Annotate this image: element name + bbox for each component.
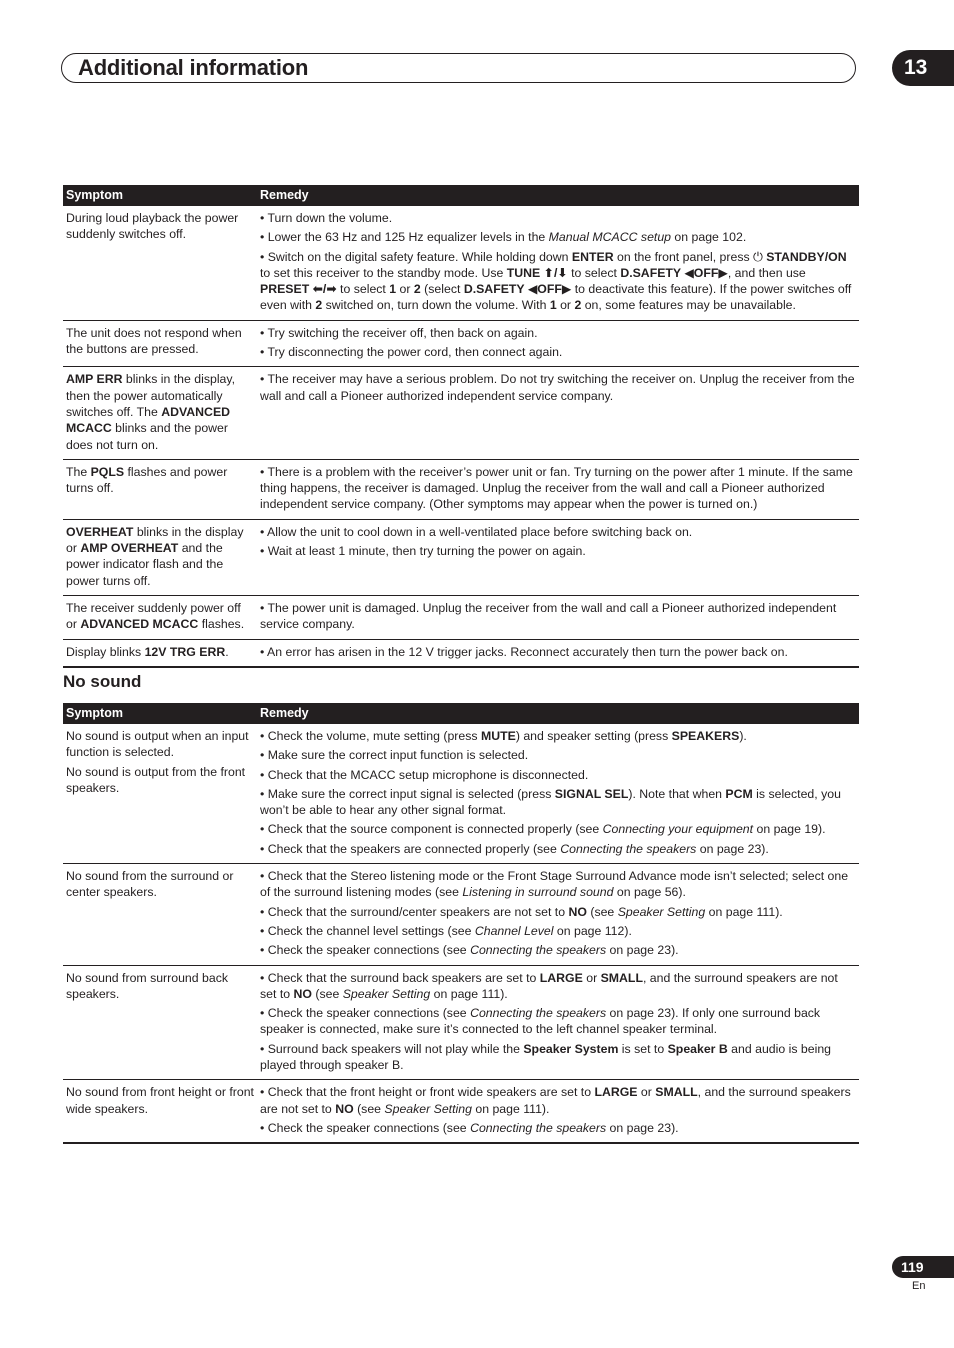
remedy-cell	[257, 320, 859, 367]
page-title: Additional information	[78, 55, 309, 80]
symptom-text: The receiver suddenly power off or ADVANCED MCACC flashes.	[66, 600, 245, 632]
table-row	[63, 459, 859, 519]
remedy-cell	[257, 519, 859, 595]
reference-title: Speaker Setting	[617, 904, 706, 919]
bold-term: TUNE ⬆/⬇	[506, 265, 568, 280]
remedy-item: • Check the volume, mute setting (press MUTE) and speaker setting (press SPEAKERS).	[260, 729, 747, 743]
reference-title: Channel Level	[474, 923, 554, 938]
bold-term: D.SAFETY ◀OFF▶	[463, 282, 572, 297]
remedy-item: • Make sure the correct input function is selected.	[260, 748, 529, 763]
symptom-text: No sound from front height or front wide speakers.	[66, 1085, 254, 1116]
remedy-cell	[257, 459, 859, 519]
remedy-item: • Check that the surround/center speakers are not set to NO (see Speaker Setting on page 111).	[260, 904, 783, 919]
column-header-remedy: Remedy	[257, 185, 859, 206]
table-row	[63, 595, 859, 639]
bold-term: LARGE	[594, 1085, 638, 1100]
chapter-number-badge: 13	[892, 50, 954, 86]
remedy-item: • Check that the speakers are connected properly (see Connecting the speakers on page 23).	[260, 841, 769, 856]
bold-term: SMALL	[655, 1085, 698, 1100]
remedy-item: • Check that the front height or front wide speakers are set to LARGE or SMALL, and the surround speakers are not set to NO (see Speaker Setting on page 111).	[260, 1085, 851, 1116]
remedy-item: • Check that the surround back speakers are set to LARGE or SMALL, and the surround speakers are not set to NO (see Speaker Setting on page 111).	[260, 970, 838, 1001]
table-row	[63, 519, 859, 595]
bold-term: 1	[549, 298, 557, 313]
remedy-cell	[257, 595, 859, 639]
bold-term: Speaker B	[667, 1041, 728, 1056]
symptom-text: AMP ERR blinks in the display, then the power automatically switches off. The ADVANCED MCACC blinks and the power does not turn on.	[66, 372, 236, 452]
bold-term: NO	[293, 986, 312, 1001]
symptom-text: No sound from the surround or center speakers.	[66, 869, 234, 900]
remedy-item: • Check the speaker connections (see Connecting the speakers on page 23). If only one surround back speaker is connected, make sure it’s connected to the left channel speaker terminal.	[260, 1006, 821, 1037]
bold-term: D.SAFETY ◀OFF▶	[620, 265, 728, 280]
symptom-cell	[63, 206, 257, 320]
table-body	[63, 724, 859, 1143]
bold-term: LARGE	[539, 970, 583, 985]
reference-title: Connecting the speakers	[560, 841, 697, 856]
remedy-item: • Check the channel level settings (see Channel Level on page 112).	[260, 923, 632, 938]
remedy-item: • The power unit is damaged. Unplug the receiver from the wall and call a Pioneer authorized independent service company.	[260, 600, 837, 632]
bold-term: PRESET ⬅/➡	[260, 282, 337, 297]
symptom-text: During loud playback the power suddenly switches off.	[66, 211, 239, 242]
table-body	[63, 206, 859, 667]
remedy-item: • Check that the source component is connected properly (see Connecting your equipment on page 19).	[260, 822, 826, 837]
bold-term: SPEAKERS	[671, 729, 740, 743]
remedy-item: • Surround back speakers will not play while the Speaker System is set to Speaker B and audio is being played through speaker B.	[260, 1041, 832, 1073]
remedy-item: • Check the speaker connections (see Connecting the speakers on page 23).	[260, 1120, 679, 1135]
bold-term: STANDBY/ON	[766, 249, 847, 264]
symptom-cell	[63, 367, 257, 459]
table-row	[63, 724, 859, 864]
column-header-remedy: Remedy	[257, 703, 859, 724]
bold-term: 2	[574, 298, 582, 313]
remedy-item: • Try switching the receiver off, then back on again.	[260, 325, 538, 340]
symptom-text: Display blinks 12V TRG ERR.	[66, 644, 229, 659]
remedy-item: • The receiver may have a serious problem. Do not try switching the receiver on. Unplug the receiver from the wall and call a Pioneer authorized independent service company.	[260, 372, 855, 403]
no-sound-troubleshooting-table	[63, 703, 859, 1144]
bold-term: MUTE	[480, 729, 516, 743]
remedy-item: • Make sure the correct input signal is selected (press SIGNAL SEL). Note that when PCM is selected, you won’t be able to hear any other signal format.	[260, 786, 841, 818]
bold-term: PQLS	[90, 464, 125, 479]
bold-term: 2	[315, 298, 323, 313]
symptom-text: No sound is output when an input function is selected.	[66, 729, 249, 760]
remedy-item: • Try disconnecting the power cord, then connect again.	[260, 345, 563, 360]
reference-title: Connecting the speakers	[470, 943, 607, 958]
symptom-cell	[63, 724, 257, 864]
symptom-text: OVERHEAT blinks in the display or AMP OVERHEAT and the power indicator flash and the power turns off.	[66, 524, 244, 588]
page-number-badge: 119	[892, 1256, 954, 1278]
remedy-item: • Check that the MCACC setup microphone is disconnected.	[260, 767, 589, 782]
bold-term: ADVANCED MCACC	[80, 617, 199, 632]
power-troubleshooting-table	[63, 185, 859, 668]
remedy-item: • There is a problem with the receiver’s power unit or fan. Try turning on the power after 1 minute. If the same thing happens, the receiver is damaged. Unplug the receiver from the wall and call a Pioneer authorized independent service company. (Other symptoms may appear when the power is turned on.)	[260, 464, 853, 512]
reference-title: Manual MCACC setup	[548, 230, 672, 245]
symptom-text: No sound from surround back speakers.	[66, 970, 228, 1001]
reference-title: Connecting the speakers	[470, 1006, 607, 1021]
remedy-item: • Allow the unit to cool down in a well-ventilated place before switching back on.	[260, 524, 693, 539]
symptom-cell	[63, 965, 257, 1080]
table-row	[63, 864, 859, 965]
bold-term: OVERHEAT	[66, 524, 134, 539]
symptom-text: No sound is output from the front speakers.	[66, 764, 246, 795]
language-code: En	[912, 1280, 926, 1292]
column-header-symptom: Symptom	[63, 703, 257, 724]
reference-title: Speaker Setting	[384, 1101, 472, 1116]
remedy-item: • Wait at least 1 minute, then try turning the power on again.	[260, 544, 586, 559]
symptom-text: The unit does not respond when the buttons are pressed.	[66, 325, 242, 357]
reference-title: Speaker Setting	[342, 986, 431, 1001]
symptom-cell	[63, 864, 257, 965]
symptom-cell	[63, 639, 257, 667]
bold-term: AMP ERR	[66, 372, 123, 387]
remedy-cell	[257, 1080, 859, 1143]
symptom-cell	[63, 320, 257, 367]
table-row	[63, 320, 859, 367]
table-row	[63, 367, 859, 459]
remedy-cell	[257, 965, 859, 1080]
bold-term: 2	[413, 282, 421, 297]
symptom-cell	[63, 459, 257, 519]
remedy-cell	[257, 639, 859, 667]
bold-term: ENTER	[571, 249, 614, 264]
table-row	[63, 1080, 859, 1143]
bold-term: PCM	[725, 786, 753, 801]
table-row	[63, 639, 859, 667]
remedy-item: • Check that the Stereo listening mode or the Front Stage Surround Advance mode isn’t selected; select one of the surround listening modes (see Listening in surround sound on page 56).	[260, 869, 849, 900]
symptom-cell	[63, 595, 257, 639]
remedy-cell	[257, 864, 859, 965]
remedy-item: • Check the speaker connections (see Connecting the speakers on page 23).	[260, 943, 679, 958]
table-row	[63, 965, 859, 1080]
table-header-row	[63, 185, 859, 206]
section-title-no-sound: No sound	[63, 672, 142, 691]
bold-term: AMP OVERHEAT	[80, 541, 179, 556]
bold-term: ADVANCED MCACC	[66, 404, 231, 436]
bold-term: NO	[335, 1101, 354, 1116]
column-header-symptom: Symptom	[63, 185, 257, 206]
bold-term: Speaker System	[523, 1041, 619, 1056]
remedy-item: • Turn down the volume.	[260, 211, 393, 225]
reference-title: Listening in surround sound	[462, 885, 614, 900]
symptom-text: The PQLS flashes and power turns off.	[66, 464, 228, 496]
bold-term: SIGNAL SEL	[554, 786, 629, 801]
remedy-item: • An error has arisen in the 12 V trigger jacks. Reconnect accurately then turn the power back on.	[260, 644, 788, 659]
symptom-cell	[63, 1080, 257, 1143]
symptom-cell	[63, 519, 257, 595]
table-header-row	[63, 703, 859, 724]
remedy-cell	[257, 724, 859, 864]
bold-term: 12V TRG ERR	[144, 644, 226, 659]
remedy-item: • Lower the 63 Hz and 125 Hz equalizer levels in the Manual MCACC setup on page 102.	[260, 230, 747, 245]
reference-title: Connecting the speakers	[470, 1120, 607, 1135]
reference-title: Connecting your equipment	[602, 822, 754, 837]
bold-term: 1	[389, 282, 397, 297]
bold-term: SMALL	[600, 970, 643, 985]
bold-term: NO	[568, 904, 587, 919]
remedy-cell	[257, 206, 859, 320]
remedy-item: • Switch on the digital safety feature. While holding down ENTER on the front panel, press ⏻ STANDBY/ON to set this receiver to the standby mode. Use TUNE ⬆/⬇ to select D.SAFETY ◀OFF▶, and then use PRESET ⬅/➡ to select 1 or 2 (select D.SAFETY ◀OFF▶ to deactivate this feature). If the power switches off even with 2 switched on, turn down the volume. With 1 or 2 on, some features may be unavailable.	[260, 249, 852, 313]
table-row	[63, 206, 859, 320]
remedy-cell	[257, 367, 859, 459]
